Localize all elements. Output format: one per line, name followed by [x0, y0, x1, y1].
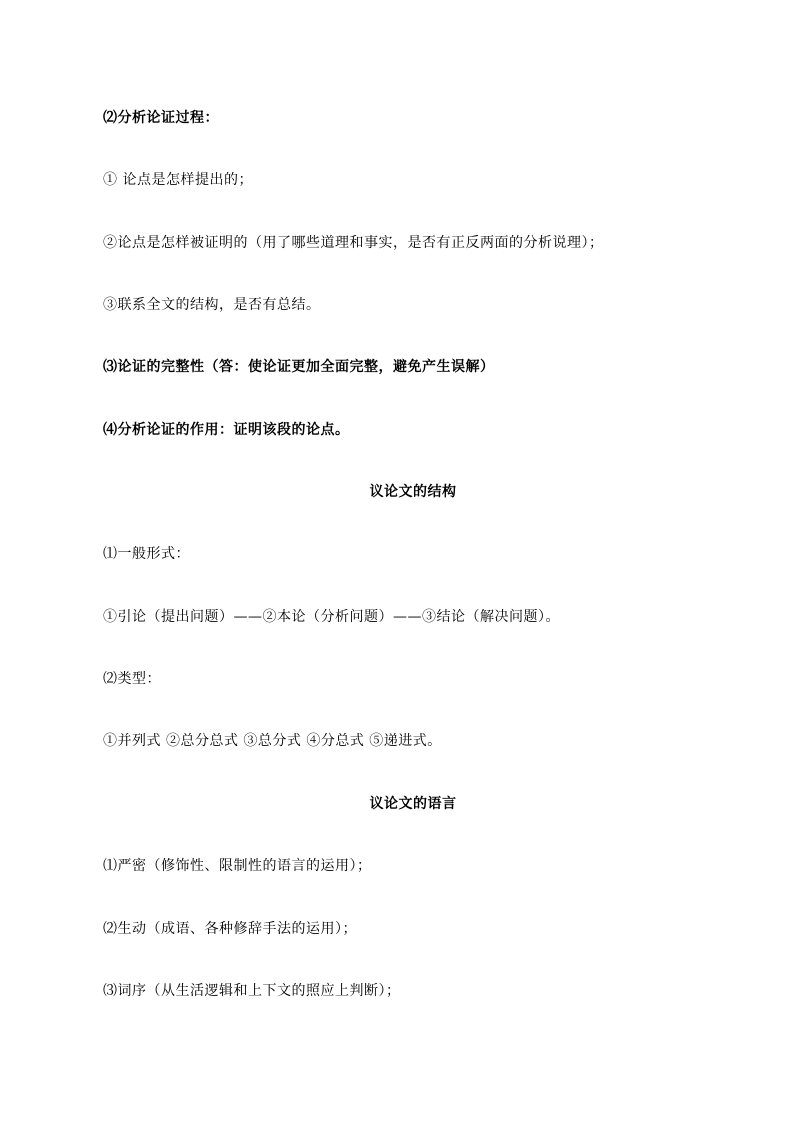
list-item: ⑵类型： — [103, 671, 161, 687]
list-item: ①引论（提出问题）——②本论（分析问题）——③结论（解决问题）。 — [103, 609, 560, 625]
list-item: ②论点是怎样被证明的（用了哪些道理和事实，是否有正反两面的分析说理）； — [103, 235, 604, 251]
section-title-language: 议论文的语言 — [369, 796, 457, 812]
list-item: ⑶词序（从生活逻辑和上下文的照应上判断）； — [103, 983, 401, 999]
point-3-heading: ⑶论证的完整性（答：使论证更加全面完整，避免产生误解） — [103, 359, 495, 375]
list-item: ① 论点是怎样提出的； — [103, 172, 253, 188]
section-title-structure: 议论文的结构 — [369, 484, 457, 500]
list-item: ⑴严密（修饰性、限制性的语言的运用）； — [103, 858, 372, 874]
list-item: ⑵生动（成语、各种修辞手法的运用）； — [103, 921, 357, 937]
list-item: ①并列式 ②总分总式 ③总分式 ④分总式 ⑤递进式。 — [103, 733, 442, 749]
point-2-heading: ⑵分析论证过程： — [103, 110, 219, 126]
list-item: ⑴一般形式： — [103, 546, 190, 562]
list-item: ③联系全文的结构，是否有总结。 — [103, 297, 321, 313]
point-4-heading: ⑷分析论证的作用：证明该段的论点。 — [103, 422, 350, 438]
